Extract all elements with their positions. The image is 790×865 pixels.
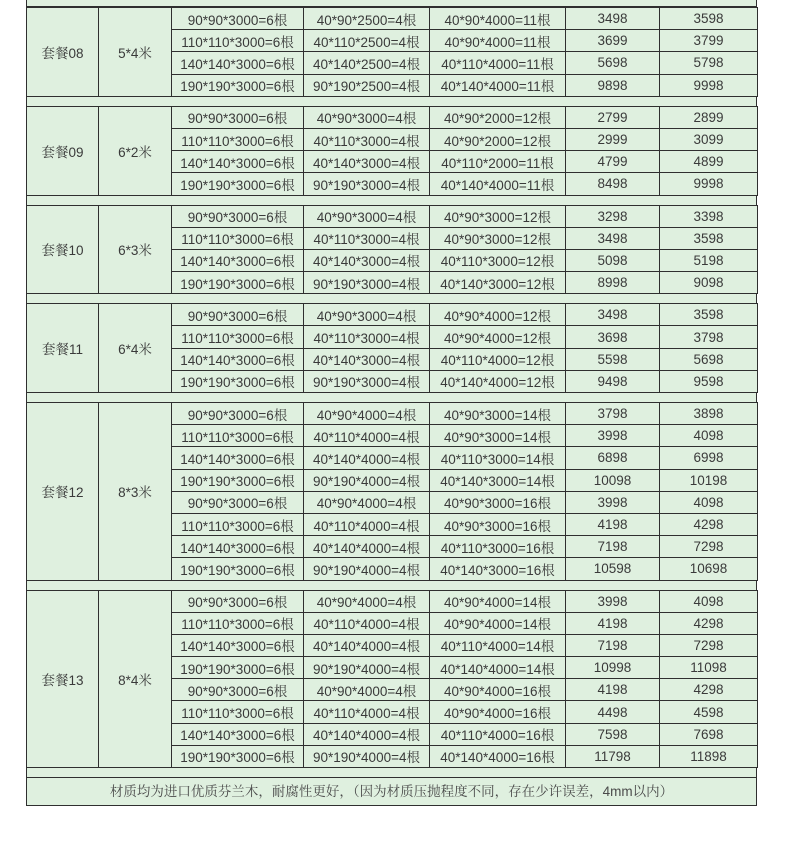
price-b: 4298: [660, 513, 758, 535]
price-a: 3699: [566, 30, 660, 52]
post-spec: 140*140*3000=6根: [172, 634, 304, 656]
post-spec: 140*140*3000=6根: [172, 151, 304, 173]
price-b: 10198: [660, 469, 758, 491]
rafter-spec: 40*90*4000=16根: [430, 701, 566, 723]
price-b: 7298: [660, 536, 758, 558]
beam-spec: 40*110*3000=4根: [304, 326, 430, 348]
price-a: 11798: [566, 745, 660, 767]
rafter-spec: 40*140*3000=16根: [430, 558, 566, 580]
price-a: 4198: [566, 679, 660, 701]
price-b: 2899: [660, 106, 758, 128]
price-b: 9998: [660, 74, 758, 96]
package-size: 8*3米: [99, 403, 172, 581]
price-table: [26, 0, 757, 806]
table-row: [27, 106, 758, 128]
price-b: 3598: [660, 227, 758, 249]
post-spec: 110*110*3000=6根: [172, 513, 304, 535]
post-spec: 90*90*3000=6根: [172, 403, 304, 425]
price-a: 3298: [566, 205, 660, 227]
rafter-spec: 40*90*3000=14根: [430, 425, 566, 447]
rafter-spec: 40*110*4000=12根: [430, 348, 566, 370]
price-b: 4298: [660, 679, 758, 701]
price-a: 3498: [566, 8, 660, 30]
price-b: 4098: [660, 425, 758, 447]
package-name: 套餐12: [27, 403, 99, 581]
rafter-spec: 40*110*3000=14根: [430, 447, 566, 469]
rafter-spec: 40*90*3000=14根: [430, 403, 566, 425]
beam-spec: 90*190*4000=4根: [304, 745, 430, 767]
table-row: [27, 403, 758, 425]
beam-spec: 40*90*4000=4根: [304, 403, 430, 425]
table-top-band: [26, 0, 757, 7]
price-b: 6998: [660, 447, 758, 469]
rafter-spec: 40*140*3000=12根: [430, 272, 566, 294]
package-separator: [26, 294, 757, 303]
price-b: 3898: [660, 403, 758, 425]
price-b: 3398: [660, 205, 758, 227]
rafter-spec: 40*90*4000=12根: [430, 304, 566, 326]
footer-note: 材质均为进口优质芬兰木，耐腐性更好，（因为材质压抛程度不同，存在少许误差，4mm以内）: [26, 777, 757, 806]
beam-spec: 40*110*4000=4根: [304, 425, 430, 447]
package-size: 8*4米: [99, 590, 172, 768]
price-a: 9498: [566, 370, 660, 392]
price-b: 11898: [660, 745, 758, 767]
price-b: 3598: [660, 8, 758, 30]
package-table: [26, 303, 758, 393]
price-a: 3998: [566, 425, 660, 447]
price-a: 2799: [566, 106, 660, 128]
price-a: 5098: [566, 249, 660, 271]
beam-spec: 90*190*4000=4根: [304, 657, 430, 679]
beam-spec: 40*110*3000=4根: [304, 227, 430, 249]
price-a: 3798: [566, 403, 660, 425]
post-spec: 90*90*3000=6根: [172, 106, 304, 128]
beam-spec: 40*110*4000=4根: [304, 701, 430, 723]
package-table: [26, 402, 758, 581]
price-a: 3698: [566, 326, 660, 348]
price-a: 3998: [566, 491, 660, 513]
price-a: 8498: [566, 173, 660, 195]
price-b: 9098: [660, 272, 758, 294]
price-a: 7198: [566, 536, 660, 558]
table-row: [27, 8, 758, 30]
package-separator: [26, 581, 757, 590]
beam-spec: 40*140*4000=4根: [304, 536, 430, 558]
beam-spec: 40*140*4000=4根: [304, 447, 430, 469]
post-spec: 140*140*3000=6根: [172, 723, 304, 745]
price-b: 4098: [660, 491, 758, 513]
beam-spec: 40*90*4000=4根: [304, 491, 430, 513]
price-b: 3598: [660, 304, 758, 326]
price-b: 3799: [660, 30, 758, 52]
package-table: [26, 7, 758, 97]
package-table: [26, 590, 758, 769]
package-name: 套餐13: [27, 590, 99, 768]
rafter-spec: 40*140*4000=11根: [430, 74, 566, 96]
post-spec: 90*90*3000=6根: [172, 679, 304, 701]
price-a: 3498: [566, 304, 660, 326]
price-a: 5598: [566, 348, 660, 370]
price-a: 8998: [566, 272, 660, 294]
beam-spec: 40*110*4000=4根: [304, 612, 430, 634]
price-b: 5798: [660, 52, 758, 74]
package-size: 6*2米: [99, 106, 172, 195]
price-a: 10098: [566, 469, 660, 491]
rafter-spec: 40*110*4000=14根: [430, 634, 566, 656]
rafter-spec: 40*90*2000=12根: [430, 106, 566, 128]
beam-spec: 40*90*3000=4根: [304, 106, 430, 128]
rafter-spec: 40*90*4000=11根: [430, 30, 566, 52]
price-a: 4498: [566, 701, 660, 723]
price-a: 10598: [566, 558, 660, 580]
beam-spec: 40*90*2500=4根: [304, 8, 430, 30]
rafter-spec: 40*140*4000=11根: [430, 173, 566, 195]
post-spec: 90*90*3000=6根: [172, 491, 304, 513]
beam-spec: 40*140*2500=4根: [304, 52, 430, 74]
beam-spec: 40*140*4000=4根: [304, 634, 430, 656]
beam-spec: 40*140*3000=4根: [304, 249, 430, 271]
package-table: [26, 205, 758, 295]
table-row: [27, 304, 758, 326]
price-a: 4799: [566, 151, 660, 173]
post-spec: 190*190*3000=6根: [172, 745, 304, 767]
price-b: 7298: [660, 634, 758, 656]
beam-spec: 40*90*3000=4根: [304, 205, 430, 227]
package-separator: [26, 97, 757, 106]
post-spec: 110*110*3000=6根: [172, 701, 304, 723]
price-a: 4198: [566, 612, 660, 634]
rafter-spec: 40*90*3000=16根: [430, 513, 566, 535]
rafter-spec: 40*90*4000=11根: [430, 8, 566, 30]
beam-spec: 40*140*3000=4根: [304, 348, 430, 370]
rafter-spec: 40*90*4000=14根: [430, 590, 566, 612]
price-b: 11098: [660, 657, 758, 679]
package-name: 套餐10: [27, 205, 99, 294]
rafter-spec: 40*90*4000=14根: [430, 612, 566, 634]
price-b: 9998: [660, 173, 758, 195]
rafter-spec: 40*110*3000=12根: [430, 249, 566, 271]
post-spec: 190*190*3000=6根: [172, 558, 304, 580]
price-a: 5698: [566, 52, 660, 74]
beam-spec: 40*90*3000=4根: [304, 304, 430, 326]
price-a: 3498: [566, 227, 660, 249]
price-b: 5198: [660, 249, 758, 271]
price-a: 10998: [566, 657, 660, 679]
rafter-spec: 40*90*4000=12根: [430, 326, 566, 348]
post-spec: 190*190*3000=6根: [172, 74, 304, 96]
price-a: 3998: [566, 590, 660, 612]
rafter-spec: 40*110*2000=11根: [430, 151, 566, 173]
post-spec: 190*190*3000=6根: [172, 272, 304, 294]
package-separator: [26, 768, 757, 777]
beam-spec: 40*90*4000=4根: [304, 679, 430, 701]
beam-spec: 40*110*2500=4根: [304, 30, 430, 52]
post-spec: 190*190*3000=6根: [172, 657, 304, 679]
post-spec: 190*190*3000=6根: [172, 469, 304, 491]
rafter-spec: 40*90*4000=16根: [430, 679, 566, 701]
rafter-spec: 40*110*4000=11根: [430, 52, 566, 74]
package-name: 套餐11: [27, 304, 99, 393]
package-list: [26, 7, 757, 777]
post-spec: 140*140*3000=6根: [172, 249, 304, 271]
beam-spec: 90*190*3000=4根: [304, 272, 430, 294]
price-b: 3099: [660, 128, 758, 150]
price-b: 10698: [660, 558, 758, 580]
price-a: 7598: [566, 723, 660, 745]
post-spec: 190*190*3000=6根: [172, 370, 304, 392]
package-size: 5*4米: [99, 8, 172, 97]
post-spec: 110*110*3000=6根: [172, 128, 304, 150]
beam-spec: 90*190*4000=4根: [304, 469, 430, 491]
beam-spec: 90*190*3000=4根: [304, 370, 430, 392]
post-spec: 140*140*3000=6根: [172, 447, 304, 469]
rafter-spec: 40*140*4000=14根: [430, 657, 566, 679]
rafter-spec: 40*90*3000=16根: [430, 491, 566, 513]
post-spec: 140*140*3000=6根: [172, 536, 304, 558]
post-spec: 110*110*3000=6根: [172, 326, 304, 348]
rafter-spec: 40*140*3000=14根: [430, 469, 566, 491]
package-table: [26, 106, 758, 196]
package-size: 6*4米: [99, 304, 172, 393]
package-separator: [26, 196, 757, 205]
post-spec: 90*90*3000=6根: [172, 8, 304, 30]
price-b: 3798: [660, 326, 758, 348]
post-spec: 140*140*3000=6根: [172, 348, 304, 370]
price-b: 4298: [660, 612, 758, 634]
price-b: 4899: [660, 151, 758, 173]
price-a: 6898: [566, 447, 660, 469]
price-a: 2999: [566, 128, 660, 150]
beam-spec: 40*140*4000=4根: [304, 723, 430, 745]
beam-spec: 40*140*3000=4根: [304, 151, 430, 173]
post-spec: 90*90*3000=6根: [172, 205, 304, 227]
rafter-spec: 40*140*4000=12根: [430, 370, 566, 392]
price-b: 7698: [660, 723, 758, 745]
rafter-spec: 40*90*3000=12根: [430, 205, 566, 227]
rafter-spec: 40*140*4000=16根: [430, 745, 566, 767]
price-a: 9898: [566, 74, 660, 96]
post-spec: 190*190*3000=6根: [172, 173, 304, 195]
beam-spec: 90*190*3000=4根: [304, 173, 430, 195]
price-b: 4098: [660, 590, 758, 612]
beam-spec: 40*90*4000=4根: [304, 590, 430, 612]
rafter-spec: 40*90*2000=12根: [430, 128, 566, 150]
beam-spec: 90*190*2500=4根: [304, 74, 430, 96]
post-spec: 110*110*3000=6根: [172, 227, 304, 249]
beam-spec: 90*190*4000=4根: [304, 558, 430, 580]
package-name: 套餐09: [27, 106, 99, 195]
post-spec: 140*140*3000=6根: [172, 52, 304, 74]
table-row: [27, 205, 758, 227]
package-size: 6*3米: [99, 205, 172, 294]
price-a: 4198: [566, 513, 660, 535]
rafter-spec: 40*110*4000=16根: [430, 723, 566, 745]
post-spec: 90*90*3000=6根: [172, 590, 304, 612]
package-name: 套餐08: [27, 8, 99, 97]
post-spec: 110*110*3000=6根: [172, 425, 304, 447]
post-spec: 90*90*3000=6根: [172, 304, 304, 326]
post-spec: 110*110*3000=6根: [172, 612, 304, 634]
post-spec: 110*110*3000=6根: [172, 30, 304, 52]
rafter-spec: 40*110*3000=16根: [430, 536, 566, 558]
package-separator: [26, 393, 757, 402]
table-row: [27, 590, 758, 612]
price-a: 7198: [566, 634, 660, 656]
price-b: 4598: [660, 701, 758, 723]
rafter-spec: 40*90*3000=12根: [430, 227, 566, 249]
beam-spec: 40*110*4000=4根: [304, 513, 430, 535]
price-b: 9598: [660, 370, 758, 392]
beam-spec: 40*110*3000=4根: [304, 128, 430, 150]
price-b: 5698: [660, 348, 758, 370]
